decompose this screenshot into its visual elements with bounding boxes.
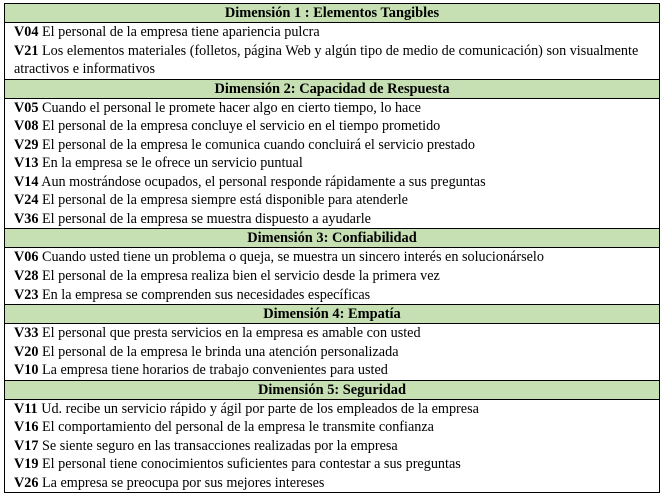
- item-code: V21: [14, 42, 39, 59]
- item-row: [5, 324, 660, 343]
- item-text: En la empresa se comprenden sus necesidades específicas: [41, 286, 371, 303]
- dimension-header-row: [5, 4, 660, 23]
- item-row: [5, 98, 660, 117]
- item-row: [5, 343, 660, 362]
- item-text: El personal de la empresa le brinda una atención personalizada: [41, 343, 399, 360]
- item-text: El personal tiene conocimientos suficientes para contestar a sus preguntas: [41, 456, 461, 473]
- item-text: El comportamiento del personal de la empresa le transmite confianza: [41, 419, 434, 436]
- item-cell: [5, 267, 660, 286]
- item-text: El personal de la empresa tiene apariencia pulcra: [41, 24, 320, 40]
- item-text: El personal de la empresa se muestra dispuesto a ayudarle: [41, 210, 371, 227]
- item-row: [5, 191, 660, 210]
- item-cell: [5, 23, 660, 42]
- item-cell: [5, 136, 660, 155]
- item-code: V36: [14, 210, 39, 227]
- item-cell: [5, 42, 660, 80]
- item-text: En la empresa se le ofrece un servicio puntual: [41, 155, 303, 172]
- item-code: V10: [14, 362, 39, 379]
- item-code: V33: [14, 325, 39, 342]
- item-code: V06: [14, 249, 39, 266]
- item-code: V11: [14, 400, 38, 417]
- item-cell: [5, 248, 660, 267]
- item-row: [5, 117, 660, 136]
- dimension-header-row: [5, 380, 660, 399]
- dimension-title: Dimensión 4: Empatía: [5, 305, 660, 324]
- item-code: V17: [14, 437, 39, 454]
- item-cell: [5, 343, 660, 362]
- item-cell: [5, 117, 660, 136]
- dimension-header-row: [5, 229, 660, 248]
- item-code: V28: [14, 268, 39, 285]
- item-row: [5, 455, 660, 474]
- dimensions-table-body: [5, 4, 660, 493]
- item-row: [5, 267, 660, 286]
- item-text: El personal de la empresa le comunica cuando concluirá el servicio prestado: [41, 136, 475, 153]
- item-code: V24: [14, 192, 39, 209]
- item-cell: [5, 437, 660, 456]
- item-cell: [5, 191, 660, 210]
- item-code: V13: [14, 155, 39, 172]
- item-row: [5, 361, 660, 380]
- item-cell: [5, 154, 660, 173]
- item-code: V19: [14, 456, 39, 473]
- item-row: [5, 418, 660, 437]
- item-cell: [5, 286, 660, 305]
- dimension-title: Dimensión 5: Seguridad: [5, 380, 660, 399]
- item-code: V05: [14, 99, 39, 116]
- item-text: Ud. recibe un servicio rápido y ágil por parte de los empleados de la empresa: [41, 400, 479, 417]
- item-cell: [5, 324, 660, 343]
- item-row: [5, 23, 660, 42]
- item-row: [5, 136, 660, 155]
- item-cell: [5, 173, 660, 192]
- item-code: V26: [14, 474, 39, 491]
- item-code: V29: [14, 136, 39, 153]
- item-row: [5, 154, 660, 173]
- item-text: El personal que presta servicios en la empresa es amable con usted: [41, 325, 421, 342]
- item-code: V04: [14, 24, 39, 40]
- dimension-title: Dimensión 2: Capacidad de Respuesta: [5, 79, 660, 98]
- dimension-header-row: [5, 305, 660, 324]
- item-row: [5, 210, 660, 229]
- item-row: [5, 42, 660, 80]
- item-code: V14: [14, 173, 39, 190]
- item-text: Se siente seguro en las transacciones realizadas por la empresa: [41, 437, 398, 454]
- item-code: V20: [14, 343, 39, 360]
- item-text: La empresa se preocupa por sus mejores intereses: [41, 474, 325, 491]
- item-cell: [5, 210, 660, 229]
- item-text: El personal de la empresa realiza bien el servicio desde la primera vez: [41, 268, 440, 285]
- item-code: V08: [14, 118, 39, 135]
- item-text: Aun mostrándose ocupados, el personal responde rápidamente a sus preguntas: [41, 173, 486, 190]
- item-cell: [5, 399, 660, 418]
- item-cell: [5, 418, 660, 437]
- dimension-title: Dimensión 1 : Elementos Tangibles: [5, 4, 660, 23]
- item-text: El personal de la empresa concluye el servicio en el tiempo prometido: [41, 118, 441, 135]
- item-text: La empresa tiene horarios de trabajo convenientes para usted: [41, 362, 388, 379]
- item-text: Cuando el personal le promete hacer algo en cierto tiempo, lo hace: [41, 99, 421, 116]
- item-row: [5, 248, 660, 267]
- item-text: Los elementos materiales (folletos, página Web y algún tipo de medio de comunicación) son visualmente atractivos e informativos: [14, 42, 639, 78]
- dimension-header-row: [5, 79, 660, 98]
- item-cell: [5, 455, 660, 474]
- item-row: [5, 399, 660, 418]
- item-code: V23: [14, 286, 39, 303]
- item-text: Cuando usted tiene un problema o queja, se muestra un sincero interés en solucionárselo: [41, 249, 544, 266]
- dimensions-table: [4, 3, 660, 493]
- item-row: [5, 437, 660, 456]
- item-row: [5, 474, 660, 493]
- item-row: [5, 173, 660, 192]
- item-code: V16: [14, 419, 39, 436]
- item-cell: [5, 361, 660, 380]
- dimension-title: Dimensión 3: Confiabilidad: [5, 229, 660, 248]
- item-row: [5, 286, 660, 305]
- item-cell: [5, 474, 660, 493]
- item-text: El personal de la empresa siempre está disponible para atenderle: [41, 192, 408, 209]
- item-cell: [5, 98, 660, 117]
